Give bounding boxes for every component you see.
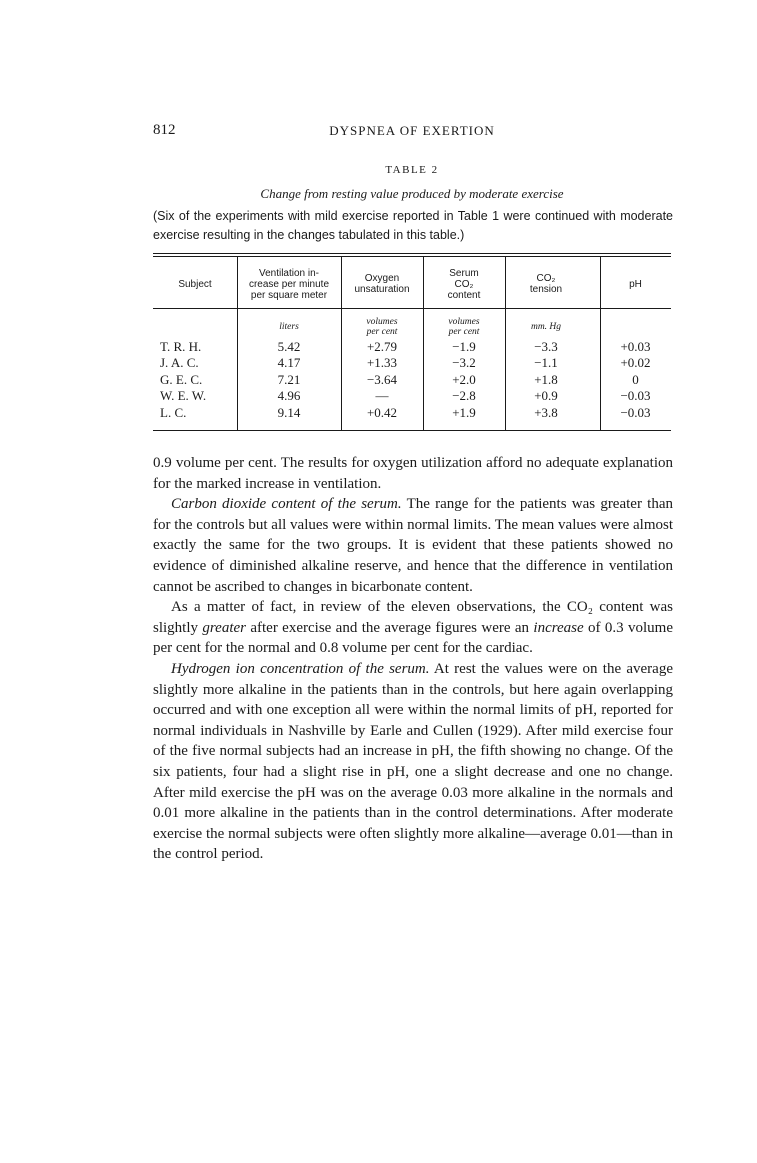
- paragraph: [153, 453, 673, 494]
- cell-subject: W. E. W.: [160, 388, 207, 403]
- paragraph: [153, 659, 673, 865]
- cell-serum-co2: −2.8: [452, 388, 476, 403]
- column-header-ventilation: Ventilation in-crease per minute per square meter: [248, 268, 330, 301]
- cell-oxygen: +0.42: [366, 405, 398, 420]
- cell-serum-co2: +1.9: [452, 405, 476, 420]
- emphasis: increase: [533, 619, 584, 636]
- section-heading: Carbon dioxide content of the serum.: [171, 496, 402, 513]
- table-bottom-rule: [153, 430, 671, 431]
- body-text: [153, 453, 673, 865]
- paragraph-text: The range for the patients was greater than for the controls but all values were within normal limits. The mean values were almost exactly the same for the two groups. It is evident that these patients showed no evidence of diminished alkaline reserve, and hence that the difference in ventilation cannot be ascribed to changes in bicarbonate content.: [153, 496, 674, 595]
- cell-ventilation: 5.42: [277, 339, 301, 354]
- column-header-subject: Subject: [178, 279, 212, 290]
- cell-co2-tension: +1.8: [534, 372, 558, 387]
- cell-co2-tension: −1.1: [534, 355, 558, 370]
- cell-serum-co2: −3.2: [452, 355, 476, 370]
- unit-oxygen: volumes per cent: [366, 317, 398, 337]
- column-header-co2-tension: CO₂ tension: [529, 273, 563, 295]
- cell-oxygen: +2.79: [366, 339, 398, 354]
- cell-serum-co2: +2.0: [452, 372, 476, 387]
- cell-co2-tension: −3.3: [534, 339, 558, 354]
- cell-co2-tension: +0.9: [534, 388, 558, 403]
- running-title: DYSPNEA OF EXERTION: [329, 123, 495, 138]
- unit-co2-tension: mm. Hg: [530, 322, 562, 332]
- cell-subject: G. E. C.: [160, 372, 203, 387]
- table-top-rule-2: [153, 256, 671, 257]
- cell-oxygen: —: [375, 388, 389, 403]
- cell-ph: −0.03: [620, 388, 651, 403]
- cell-ventilation: 4.17: [277, 355, 301, 370]
- table-label: TABLE 2: [385, 164, 439, 176]
- cell-subject: J. A. C.: [160, 355, 199, 370]
- cell-ph: 0: [632, 372, 639, 387]
- table-top-rule: [153, 253, 671, 254]
- page-number: 812: [153, 122, 176, 138]
- table-header-rule: [153, 308, 671, 309]
- cell-ventilation: 7.21: [277, 372, 301, 387]
- unit-ventilation: liters: [279, 322, 299, 332]
- cell-subject: L. C.: [160, 405, 187, 420]
- cell-serum-co2: −1.9: [452, 339, 476, 354]
- section-heading: Hydrogen ion concentration of the serum.: [171, 660, 430, 677]
- paragraph: [153, 494, 673, 597]
- cell-ph: +0.03: [620, 339, 651, 354]
- cell-oxygen: +1.33: [366, 355, 398, 370]
- column-header-ph: pH: [629, 279, 642, 290]
- paragraph-text: As a matter of fact, in review of the eleven observations, the CO₂ content was slightly: [153, 599, 673, 636]
- paragraph-text: of 0.3 volume per cent for the normal and 0.8 volume per cent for the cardiac.: [153, 619, 673, 657]
- cell-ph: −0.03: [620, 405, 651, 420]
- page-header: [153, 122, 671, 142]
- unit-serum-co2: volumes per cent: [448, 317, 480, 337]
- cell-ph: +0.02: [620, 355, 651, 370]
- cell-co2-tension: +3.8: [534, 405, 558, 420]
- emphasis: greater: [202, 619, 246, 636]
- paragraph-text: 0.9 volume per cent. The results for oxygen utilization afford no adequate explanation for the marked increase in ventilation.: [153, 455, 673, 492]
- table-caption: Change from resting value produced by moderate exercise: [260, 186, 564, 201]
- column-header-oxygen: Oxygen unsaturation: [354, 273, 410, 295]
- cell-oxygen: −3.64: [366, 372, 398, 387]
- column-header-serum-co2: Serum CO₂ content: [447, 268, 481, 301]
- table-note: (Six of the experiments with mild exercise reported in Table 1 were continued with moderate exercise resulting in the changes tabulated in this table.): [153, 209, 673, 242]
- paragraph-text: At rest the values were on the average slightly more alkaline in the patients than in the controls, but here again overlapping occurred and with one exception all were within the normal limits of pH, reported for normal individuals in Nashville by Earle and Cullen (1929). After mild exercise four of the five normal subjects had an increase in pH, the fifth showing no change. Of the six patients, four had a slight rise in pH, one a slight decrease and one no change. After mild exercise the pH was on the average 0.03 more alkaline in the normals and 0.01 more alkaline in the patients than in the control determinations. After moderate exercise the normal subjects were often slightly more alkaline—average 0.01—than in the control period.: [153, 660, 673, 863]
- paragraph-text: after exercise and the average figures were an: [245, 619, 534, 636]
- cell-subject: T. R. H.: [160, 339, 202, 354]
- paragraph: [153, 597, 673, 659]
- cell-ventilation: 4.96: [277, 388, 301, 403]
- cell-ventilation: 9.14: [277, 405, 301, 420]
